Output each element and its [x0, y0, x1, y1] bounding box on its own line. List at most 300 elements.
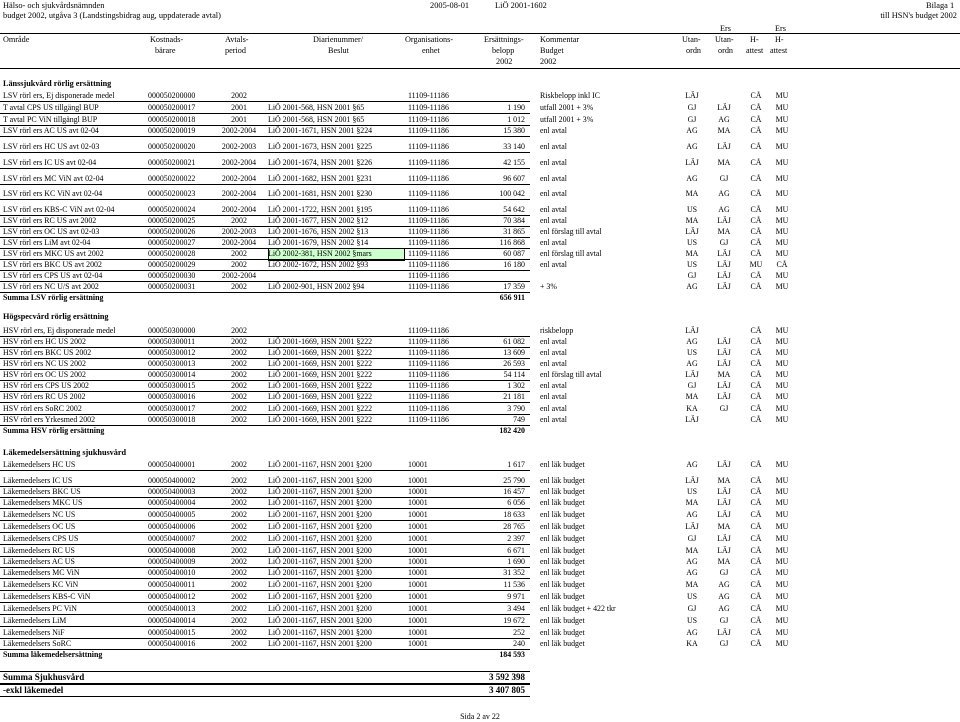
- cell-i: AG: [686, 337, 698, 346]
- cell-j: LÄJ: [717, 282, 731, 291]
- cell-i: LÄJ: [685, 476, 699, 485]
- col-diar-2: Beslut: [328, 46, 349, 55]
- cell-j: LÄJ: [717, 381, 731, 390]
- cell-g: enl läk budget: [540, 628, 585, 637]
- cell-f: 749: [513, 415, 525, 424]
- cell-l: MU: [775, 534, 789, 543]
- cell-i: AG: [686, 142, 698, 151]
- cell-a: Summa HSV rörlig ersättning: [3, 426, 105, 435]
- cell-l: MU: [775, 404, 789, 413]
- cell-k: MU: [749, 260, 763, 269]
- row-rule: [0, 113, 530, 114]
- section-lsv: Länssjukvård rörlig ersättning: [3, 79, 112, 88]
- cell-k: CÅ: [750, 498, 762, 507]
- cell-b: 000050400005: [148, 510, 196, 519]
- cell-d: LiÖ 2001-1671, HSN 2001 §224: [268, 126, 373, 135]
- cell-j: GJ: [719, 616, 729, 625]
- cell-i: MA: [685, 189, 699, 198]
- cell-d: LiÖ 2001-1669, HSN 2001 §222: [268, 404, 373, 413]
- cell-d: LiÖ 2001-1167, HSN 2001 §200: [268, 580, 372, 589]
- cell-i: US: [686, 348, 698, 357]
- cell-k: CÅ: [750, 546, 762, 555]
- cell-b: 000050300013: [148, 359, 196, 368]
- cell-g: enl avtal: [540, 189, 567, 198]
- cell-k: CÅ: [750, 639, 762, 648]
- cell-d: LiÖ 2001-568, HSN 2001 §65: [268, 103, 365, 112]
- cell-a: LSV rörl ers BKC US avt 2002: [3, 260, 102, 269]
- cell-c: 2002: [231, 510, 247, 519]
- cell-d: LiÖ 2002-1672, HSN 2002 §93: [268, 260, 369, 269]
- cell-g: enl läk budget: [540, 522, 585, 531]
- cell-i: AG: [686, 557, 698, 566]
- cell-i: GJ: [687, 604, 697, 613]
- cell-j: LÄJ: [717, 392, 731, 401]
- cell-c: 2002-2004: [221, 174, 257, 183]
- col-komm-3: 2002: [540, 57, 557, 66]
- cell-f: 42 155: [503, 158, 525, 167]
- cell-j: LÄJ: [717, 216, 731, 225]
- cell-c: 2001: [231, 103, 247, 112]
- cell-c: 2002: [231, 628, 247, 637]
- cell-d: LiÖ 2001-1679, HSN 2002 §14: [268, 238, 369, 247]
- cell-c: 2002: [231, 604, 247, 613]
- cell-d: LiÖ 2001-1669, HSN 2001 §222: [268, 381, 373, 390]
- cell-k: CÅ: [750, 249, 762, 258]
- cell-d: LiÖ 2001-1167, HSN 2001 §200: [268, 628, 372, 637]
- cell-e: 11109-11186: [408, 103, 449, 112]
- cell-i: US: [686, 616, 698, 625]
- cell-g: enl förslag till avtal: [540, 249, 602, 258]
- col-ers-b: Ers: [775, 24, 786, 33]
- cell-i: US: [686, 487, 698, 496]
- cell-f: 3 407 805: [489, 685, 525, 695]
- cell-a: HSV rörl ers NC US 2002: [3, 359, 86, 368]
- cell-a: Summa LSV rörlig ersättning: [3, 293, 104, 302]
- table-row: [0, 522, 960, 533]
- cell-j: LÄJ: [717, 628, 731, 637]
- cell-j: AG: [718, 580, 730, 589]
- cell-c: 2002: [231, 348, 247, 357]
- cell-c: 2002: [231, 337, 247, 346]
- summary-row: [0, 293, 960, 304]
- cell-a: LSV rörl ers HC US avt 02-03: [3, 142, 100, 151]
- cell-e: 10001: [408, 534, 428, 543]
- cell-a: Läkemedelsers IC US: [3, 476, 73, 485]
- row-rule: [0, 614, 530, 615]
- cell-l: MU: [775, 282, 789, 291]
- table-row: [0, 628, 960, 639]
- cell-c: 2002-2003: [221, 142, 257, 151]
- table-row: [0, 115, 960, 126]
- cell-i: US: [686, 205, 698, 214]
- table-row: [0, 476, 960, 487]
- table-row: [0, 158, 960, 169]
- cell-f: 11 536: [503, 580, 525, 589]
- table-row: [0, 260, 960, 271]
- cell-i: MA: [685, 546, 699, 555]
- cell-l: MU: [775, 249, 789, 258]
- cell-f: 184 593: [499, 650, 525, 659]
- table-row: [0, 604, 960, 615]
- cell-l: MU: [775, 205, 789, 214]
- header-subtitle: budget 2002, utgåva 3 (Landstingsbidrag aug, uppdaterade avtal): [3, 11, 221, 20]
- table-row: [0, 616, 960, 627]
- cell-g: enl läk budget: [540, 460, 585, 469]
- row-rule: [0, 578, 530, 579]
- cell-l: MU: [775, 174, 789, 183]
- cell-i: AG: [686, 568, 698, 577]
- cell-a: HSV rörl ers CPS US 2002: [3, 381, 90, 390]
- cell-k: CÅ: [750, 142, 762, 151]
- cell-i: AG: [686, 510, 698, 519]
- cell-e: 11109-11186: [408, 142, 449, 151]
- cell-g: enl avtal: [540, 174, 567, 183]
- cell-i: MA: [685, 392, 699, 401]
- cell-c: 2002: [231, 568, 247, 577]
- cell-a: HSV rörl ers SoRC 2002: [3, 404, 82, 413]
- cell-k: CÅ: [750, 348, 762, 357]
- cell-j: MA: [717, 557, 731, 566]
- cell-b: 000050400015: [148, 628, 196, 637]
- cell-a: Läkemedelsers SoRC: [3, 639, 72, 648]
- cell-f: 1 617: [507, 460, 525, 469]
- cell-e: 11109-11186: [408, 205, 449, 214]
- cell-b: 000050200000: [148, 91, 196, 100]
- cell-a: HSV rörl ers OC US 2002: [3, 370, 86, 379]
- cell-l: MU: [775, 392, 789, 401]
- cell-g: Riskbelopp inkl IC: [540, 91, 601, 100]
- col-komm-1: Kommentar: [540, 35, 580, 44]
- cell-f: 1 690: [507, 557, 525, 566]
- cell-g: enl läk budget: [540, 487, 585, 496]
- cell-i: GJ: [687, 271, 697, 280]
- cell-k: CÅ: [750, 460, 762, 469]
- cell-c: 2002: [231, 404, 247, 413]
- cell-f: 61 082: [503, 337, 525, 346]
- cell-d: LiÖ 2001-1681, HSN 2001 §230: [268, 189, 373, 198]
- cell-k: CÅ: [750, 557, 762, 566]
- cell-k: CÅ: [750, 487, 762, 496]
- cell-b: 000050200019: [148, 126, 196, 135]
- row-rule: [0, 532, 530, 533]
- cell-l: MU: [775, 498, 789, 507]
- cell-j: GJ: [719, 568, 729, 577]
- cell-i: KA: [686, 404, 698, 413]
- col-ers-1: Ersättnings-: [484, 35, 524, 44]
- cell-b: 000050300011: [148, 337, 196, 346]
- cell-e: 11109-11186: [408, 238, 449, 247]
- cell-k: CÅ: [750, 415, 762, 424]
- cell-i: AG: [686, 282, 698, 291]
- cell-k: CÅ: [750, 592, 762, 601]
- col-ers-3: 2002: [496, 57, 513, 66]
- cell-a: LSV rörl ers IC US avt 02-04: [3, 158, 97, 167]
- cell-e: 10001: [408, 498, 428, 507]
- cell-i: GJ: [687, 381, 697, 390]
- cell-i: US: [686, 238, 698, 247]
- cell-b: 000050200029: [148, 260, 196, 269]
- col-utan-3: Utan-: [715, 35, 734, 44]
- col-org-2: enhet: [422, 46, 440, 55]
- cell-a: LSV rörl ers KC ViN avt 02-04: [3, 189, 103, 198]
- col-ers-a: Ers: [720, 24, 731, 33]
- cell-e: 10001: [408, 604, 428, 613]
- cell-i: AG: [686, 174, 698, 183]
- cell-a: LSV rörl ers LiM avt 02-04: [3, 238, 91, 247]
- cell-l: MU: [775, 616, 789, 625]
- cell-d: LiÖ 2001-1167, HSN 2001 §200: [268, 498, 372, 507]
- cell-b: 000050200024: [148, 205, 196, 214]
- cell-f: 54 114: [503, 370, 525, 379]
- row-rule: [0, 199, 530, 200]
- cell-e: 11109-11186: [408, 326, 449, 335]
- cell-j: LÄJ: [717, 359, 731, 368]
- cell-j: LÄJ: [717, 534, 731, 543]
- cell-c: 2002: [231, 282, 247, 291]
- cell-l: MU: [775, 592, 789, 601]
- cell-i: GJ: [687, 115, 697, 124]
- cell-d: LiÖ 2001-1167, HSN 2001 §200: [268, 460, 372, 469]
- cell-f: 70 384: [503, 216, 525, 225]
- cell-b: 000050300012: [148, 348, 196, 357]
- cell-i: MA: [685, 580, 699, 589]
- table-row: [0, 404, 960, 415]
- cell-e: 10001: [408, 510, 428, 519]
- cell-c: 2002: [231, 326, 247, 335]
- col-h-4: attest: [770, 46, 788, 55]
- cell-a: Läkemedelsers BKC US: [3, 487, 81, 496]
- cell-j: AG: [718, 604, 730, 613]
- cell-l: MU: [775, 126, 789, 135]
- cell-g: enl läk budget: [540, 592, 585, 601]
- cell-e: 10001: [408, 487, 428, 496]
- cell-b: 000050400014: [148, 616, 196, 625]
- header-ref: LiÖ 2001-1602: [495, 1, 547, 10]
- cell-d: LiÖ 2001-1167, HSN 2001 §200: [268, 616, 372, 625]
- cell-b: 000050400016: [148, 639, 196, 648]
- cell-c: 2002: [231, 534, 247, 543]
- summary-rule: [0, 671, 530, 672]
- table-row: [0, 249, 960, 260]
- cell-k: CÅ: [750, 216, 762, 225]
- cell-k: CÅ: [750, 522, 762, 531]
- table-row: [0, 91, 960, 102]
- cell-g: utfall 2001 + 3%: [540, 115, 594, 124]
- cell-l: MU: [775, 348, 789, 357]
- cell-j: MA: [717, 522, 731, 531]
- table-row: [0, 510, 960, 521]
- cell-d: LiÖ 2001-1669, HSN 2001 §222: [268, 359, 373, 368]
- table-row: [0, 557, 960, 568]
- cell-a: LSV rörl ers MC ViN avt 02-04: [3, 174, 104, 183]
- cell-f: 3 494: [507, 604, 525, 613]
- cell-g: enl avtal: [540, 205, 567, 214]
- cell-e: 10001: [408, 460, 428, 469]
- cell-j: MA: [717, 126, 731, 135]
- cell-c: 2002: [231, 580, 247, 589]
- summary-rule: [0, 649, 530, 650]
- cell-a: HSV rörl ers BKC US 2002: [3, 348, 92, 357]
- cell-k: CÅ: [750, 158, 762, 167]
- cell-k: CÅ: [750, 580, 762, 589]
- cell-b: 000050200021: [148, 158, 196, 167]
- cell-f: 19 672: [503, 616, 525, 625]
- cell-d: LiÖ 2001-1677, HSN 2002 §12: [268, 216, 369, 225]
- cell-i: LÄJ: [685, 91, 699, 100]
- header-rule-bottom: [0, 68, 960, 69]
- cell-i: KA: [686, 639, 698, 648]
- section-hsv: Högspecvård rörlig ersättning: [3, 312, 109, 321]
- col-diar-1: Diarienummer/: [313, 35, 364, 44]
- cell-b: 000050200017: [148, 103, 196, 112]
- cell-d: LiÖ 2001-568, HSN 2001 §65: [268, 115, 365, 124]
- cell-a: Summa Sjukhusvård: [3, 672, 85, 682]
- cell-d: LiÖ 2001-1167, HSN 2001 §200: [268, 534, 372, 543]
- row-rule: [0, 470, 530, 471]
- cell-e: 11109-11186: [408, 404, 449, 413]
- cell-j: GJ: [719, 639, 729, 648]
- col-h-1: H-: [750, 35, 759, 44]
- cell-c: 2001: [231, 115, 247, 124]
- cell-k: CÅ: [750, 271, 762, 280]
- cell-k: CÅ: [750, 476, 762, 485]
- header-org: Hälso- och sjukvårdsnämnden: [3, 1, 105, 10]
- cell-a: LSV rörl ers NC U/S avt 2002: [3, 282, 99, 291]
- cell-j: LÄJ: [717, 271, 731, 280]
- cell-k: CÅ: [750, 174, 762, 183]
- cell-d: LiÖ 2001-1676, HSN 2002 §13: [268, 227, 369, 236]
- table-row: [0, 487, 960, 498]
- cell-b: 000050400013: [148, 604, 196, 613]
- cell-a: Läkemedelsers RC US: [3, 546, 75, 555]
- cell-e: 11109-11186: [408, 249, 449, 258]
- cell-b: 000050400012: [148, 592, 196, 601]
- cell-d: LiÖ 2001-1669, HSN 2001 §222: [268, 370, 373, 379]
- cell-g: enl läk budget: [540, 510, 585, 519]
- cell-b: 000050400007: [148, 534, 196, 543]
- cell-a: LSV rörl ers KBS-C ViN avt 02-04: [3, 205, 115, 214]
- header-appendix-note: till HSN's budget 2002: [880, 11, 957, 20]
- cell-k: CÅ: [750, 628, 762, 637]
- cell-i: MA: [685, 249, 699, 258]
- row-rule: [0, 626, 530, 627]
- cell-g: enl läk budget: [540, 639, 585, 648]
- col-omrade: Område: [3, 35, 30, 44]
- cell-c: 2002: [231, 460, 247, 469]
- cell-a: HSV rörl ers Yrkesmed 2002: [3, 415, 96, 424]
- cell-f: 1 302: [507, 381, 525, 390]
- cell-e: 11109-11186: [408, 282, 449, 291]
- col-komm-2: Budget: [540, 46, 564, 55]
- cell-e: 11109-11186: [408, 359, 449, 368]
- cell-c: 2002: [231, 392, 247, 401]
- cell-b: 000050200030: [148, 271, 196, 280]
- col-avtal-2: period: [225, 46, 246, 55]
- cell-e: 11109-11186: [408, 216, 449, 225]
- cell-l: MU: [775, 604, 789, 613]
- cell-l: MU: [775, 580, 789, 589]
- table-row: [0, 216, 960, 227]
- summary-row: [0, 685, 960, 696]
- cell-j: LÄJ: [717, 260, 731, 269]
- cell-f: 96 607: [503, 174, 525, 183]
- cell-c: 2002: [231, 639, 247, 648]
- summary-rule: [0, 292, 530, 293]
- cell-l: MU: [775, 158, 789, 167]
- cell-b: 000050200023: [148, 189, 196, 198]
- cell-e: 11109-11186: [408, 415, 449, 424]
- cell-i: US: [686, 592, 698, 601]
- cell-a: LSV rörl ers CPS US avt 02-04: [3, 271, 103, 280]
- cell-g: enl avtal: [540, 348, 567, 357]
- cell-e: 10001: [408, 557, 428, 566]
- cell-l: MU: [775, 568, 789, 577]
- cell-j: LÄJ: [717, 249, 731, 258]
- cell-c: 2002-2004: [221, 189, 257, 198]
- header-appendix: Bilaga 1: [926, 1, 955, 10]
- cell-e: 11109-11186: [408, 381, 449, 390]
- cell-b: 000050300017: [148, 404, 196, 413]
- cell-b: 000050400011: [148, 580, 196, 589]
- cell-a: LSV rörl ers OC US avt 02-03: [3, 227, 100, 236]
- cell-f: 100 042: [499, 189, 525, 198]
- cell-b: 000050300000: [148, 326, 196, 335]
- cell-c: 2002: [231, 557, 247, 566]
- cell-g: enl avtal: [540, 158, 567, 167]
- cell-d: LiÖ 2002-901, HSN 2002 §94: [268, 282, 365, 291]
- cell-i: MA: [685, 498, 699, 507]
- cell-j: LÄJ: [717, 510, 731, 519]
- cell-j: GJ: [719, 404, 729, 413]
- cell-b: 000050400009: [148, 557, 196, 566]
- cell-b: 000050300014: [148, 370, 196, 379]
- cell-g: enl läk budget: [540, 568, 585, 577]
- cell-f: 116 868: [499, 238, 525, 247]
- table-row: [0, 370, 960, 381]
- cell-d: LiÖ 2002-381, HSN 2002 §mars: [268, 249, 372, 258]
- table-row: [0, 271, 960, 282]
- cell-k: CÅ: [750, 337, 762, 346]
- cell-b: 000050400010: [148, 568, 196, 577]
- col-h-3: H-: [775, 35, 784, 44]
- cell-e: 11109-11186: [408, 370, 449, 379]
- cell-l: MU: [775, 522, 789, 531]
- table-row: [0, 205, 960, 216]
- table-row: [0, 174, 960, 185]
- cell-f: 182 420: [499, 426, 525, 435]
- cell-g: enl avtal: [540, 238, 567, 247]
- cell-k: CÅ: [750, 205, 762, 214]
- row-rule: [0, 508, 530, 509]
- cell-d: LiÖ 2001-1167, HSN 2001 §200: [268, 476, 372, 485]
- cell-l: MU: [775, 359, 789, 368]
- cell-d: LiÖ 2001-1673, HSN 2001 §225: [268, 142, 373, 151]
- cell-b: 000050400008: [148, 546, 196, 555]
- cell-i: LÄJ: [685, 415, 699, 424]
- cell-a: Läkemedelsers MKC US: [3, 498, 83, 507]
- row-rule: [0, 520, 530, 521]
- cell-k: CÅ: [750, 359, 762, 368]
- cell-f: 9 971: [507, 592, 525, 601]
- cell-k: CÅ: [750, 568, 762, 577]
- table-row: [0, 348, 960, 359]
- row-rule: [0, 590, 530, 591]
- table-row: [0, 126, 960, 137]
- cell-c: 2002: [231, 216, 247, 225]
- cell-e: 10001: [408, 476, 428, 485]
- cell-g: enl läk budget: [540, 534, 585, 543]
- cell-f: 26 593: [503, 359, 525, 368]
